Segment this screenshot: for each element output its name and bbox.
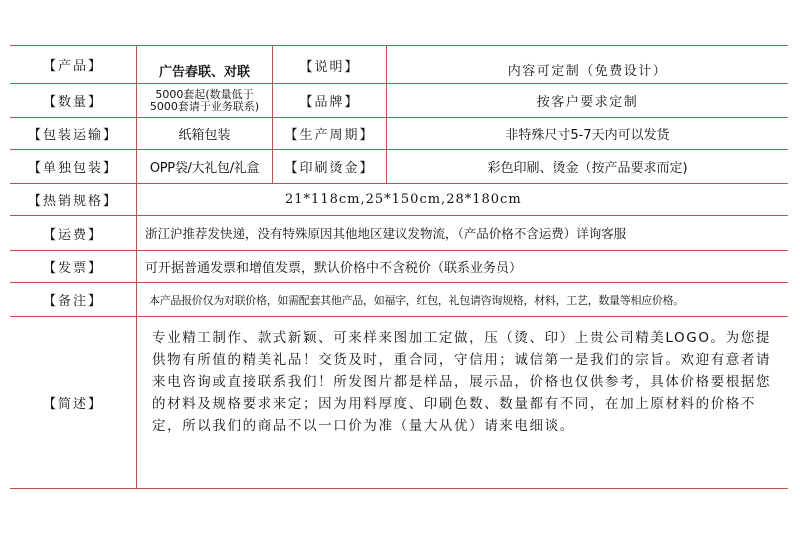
quantity-value	[137, 84, 272, 117]
shipping-label: 【运费】	[42, 227, 103, 243]
quantity-value-line2: 5000套请于业务联系)	[149, 99, 260, 113]
product-label: 【产品】	[42, 59, 103, 74]
packaging-label: 【包装运输】	[27, 128, 118, 143]
description-value: 内容可定制（免费设计）	[507, 64, 668, 79]
quantity-label: 【数量】	[42, 95, 103, 110]
brand-value: 按客户要求定制	[536, 95, 639, 110]
description-label: 【说明】	[299, 60, 360, 75]
individual-packaging-value: OPP袋/大礼包/礼盒	[149, 161, 260, 176]
invoice-value: 可开据普通发票和增值发票，默认价格中不含税价（联系业务员）	[145, 261, 523, 276]
brand-label: 【品牌】	[299, 95, 360, 110]
summary-text: 专业精工制作、款式新颖、可来样来图加工定做，压（烫、印）上贵公司精美LOGO。为您提供物有所值的精美礼品！交货及时，重合同，守信用；诚信第一是我们的宗旨。欢迎有意者请来电咨询或直接联系我们！所发图片都是样品，展示品，价格也仅供参考，具体价格要根据您的材料及规格要求来定；因为用料厚度、印刷色数、数量都有不同，在加上原材料的价格不定，所以我们的商品不以一口价为准（量大从优）请来电细谈。	[152, 330, 772, 434]
product-value: 广告春联、对联	[158, 65, 250, 80]
production-cycle-label: 【生产周期】	[284, 128, 375, 143]
notes-value: 本产品报价仅为对联价格，如需配套其他产品，如福字，红包，礼包请咨询规格，材料，工艺，数量等相应价格。	[149, 293, 684, 307]
invoice-label: 【发票】	[42, 261, 103, 276]
summary-label: 【简述】	[42, 397, 103, 412]
printing-label: 【印刷烫金】	[284, 161, 375, 176]
notes-label: 【备注】	[42, 294, 103, 309]
table-line	[10, 488, 788, 489]
popular-sizes-value: 21*118cm,25*150cm,28*180cm	[285, 192, 522, 207]
printing-value: 彩色印刷、烫金（按产品要求而定)	[487, 161, 688, 176]
quantity-value-line1: 5000套起(数量低于	[155, 87, 254, 101]
popular-sizes-label: 【热销规格】	[27, 194, 118, 209]
production-cycle-value: 非特殊尺寸5-7天内可以发货	[505, 128, 670, 143]
shipping-value: 浙江沪推荐发快递，没有特殊原因其他地区建议发物流，（产品价格不含运费）详询客服	[145, 226, 627, 241]
packaging-value: 纸箱包装	[178, 128, 231, 143]
individual-packaging-label: 【单独包装】	[27, 161, 118, 176]
